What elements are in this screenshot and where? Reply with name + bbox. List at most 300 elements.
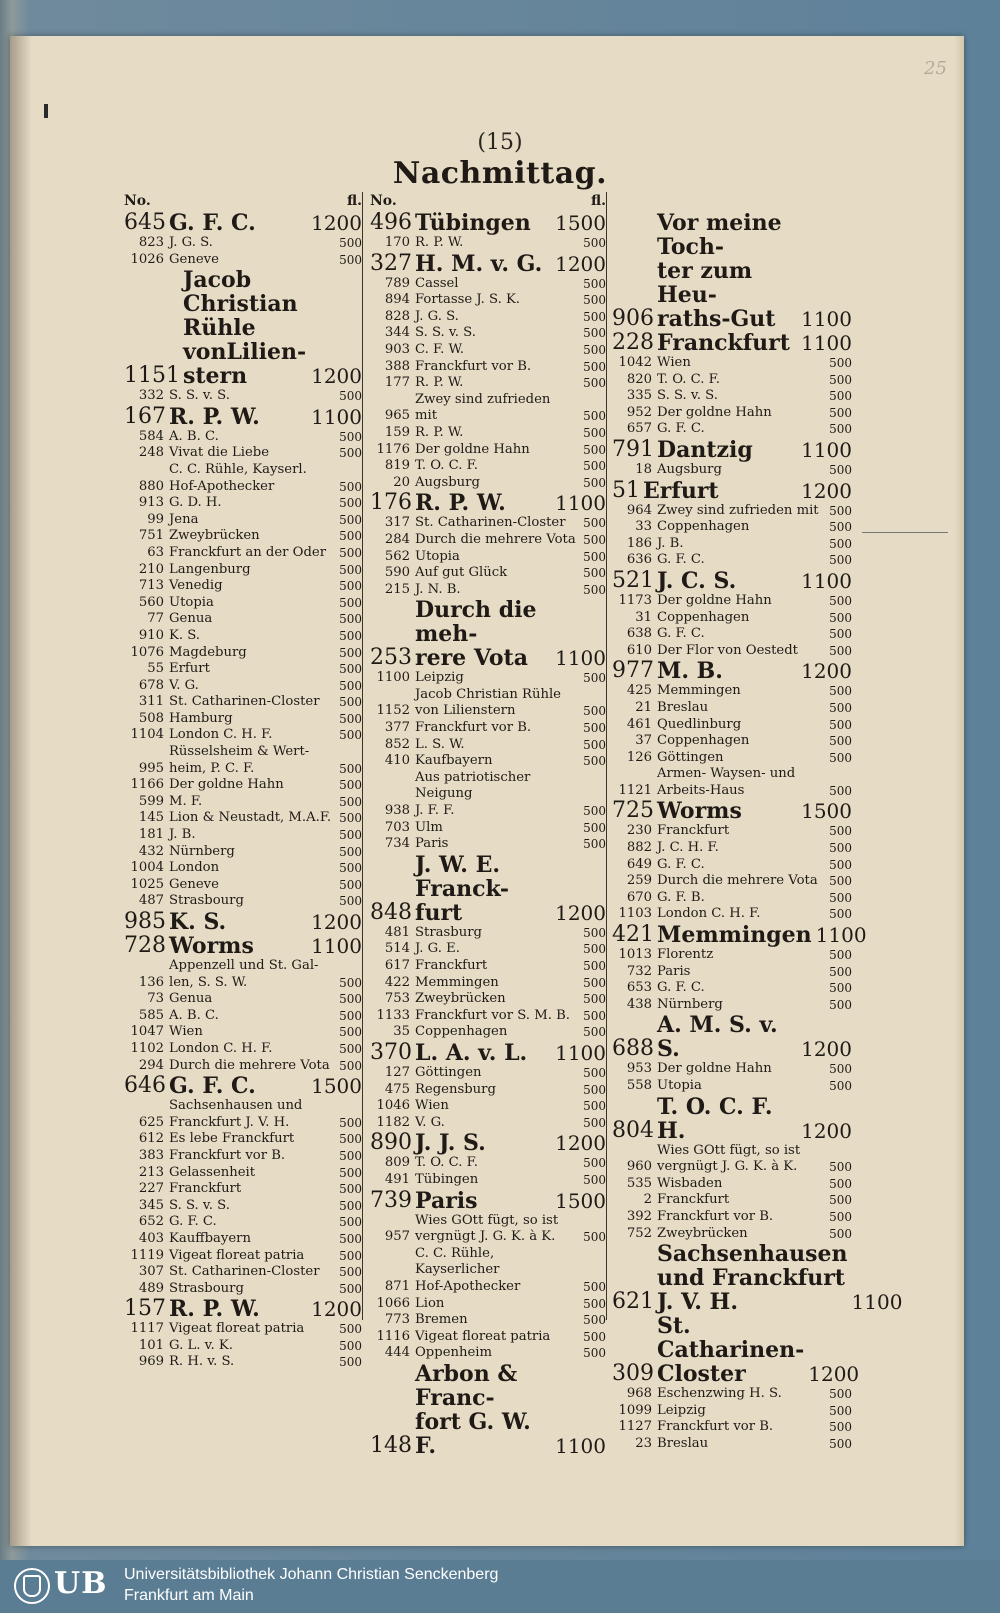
ticket-number: 1116 bbox=[376, 1328, 410, 1344]
ticket-number: 148 bbox=[370, 1432, 412, 1458]
ticket-number: 906 bbox=[612, 306, 654, 331]
ticket-number: 248 bbox=[138, 445, 164, 461]
prize-amount: 500 bbox=[339, 612, 362, 627]
entry-motto: Wies GOtt fügt, so ist vergnügt J. G. K. à K. bbox=[657, 1142, 801, 1175]
entry-motto: C. F. W. bbox=[415, 341, 464, 357]
ticket-number: 1117 bbox=[130, 1321, 164, 1337]
column-header bbox=[370, 192, 606, 211]
prize-amount: 500 bbox=[339, 861, 362, 876]
prize-entry bbox=[370, 1115, 606, 1132]
ticket-number: 653 bbox=[626, 980, 652, 996]
entry-motto: Venedig bbox=[169, 578, 223, 594]
prize-entry bbox=[612, 405, 852, 422]
ticket-number: 481 bbox=[384, 924, 410, 940]
ticket-number: 688 bbox=[612, 1036, 654, 1062]
entry-motto: Memmingen bbox=[657, 683, 741, 699]
ticket-number: 871 bbox=[384, 1278, 410, 1294]
prize-amount: 1100 bbox=[555, 646, 606, 671]
prize-entry bbox=[612, 750, 852, 767]
prize-amount: 500 bbox=[583, 820, 606, 835]
ticket-number: 215 bbox=[384, 581, 410, 597]
ticket-number: 751 bbox=[138, 528, 164, 544]
prize-entry-major bbox=[370, 1362, 606, 1458]
entry-motto: Strasbourg bbox=[169, 1280, 244, 1296]
ticket-number: 1099 bbox=[618, 1402, 652, 1418]
prize-amount: 500 bbox=[583, 326, 606, 341]
lottery-column-3 bbox=[612, 192, 903, 1453]
entry-motto: Wien bbox=[657, 355, 691, 370]
entry-motto: Genua bbox=[169, 611, 213, 627]
prize-amount: 500 bbox=[339, 595, 362, 610]
ticket-number: 388 bbox=[384, 358, 410, 374]
prize-amount: 500 bbox=[339, 794, 362, 809]
prize-entry bbox=[124, 1098, 362, 1131]
ticket-number: 317 bbox=[384, 515, 410, 531]
prize-amount: 500 bbox=[583, 1008, 606, 1023]
prize-entry bbox=[612, 536, 852, 553]
prize-amount: 1100 bbox=[555, 1433, 606, 1458]
prize-amount: 500 bbox=[339, 1165, 362, 1180]
prize-entry bbox=[370, 687, 606, 720]
ticket-number: 253 bbox=[370, 645, 412, 671]
prize-entry bbox=[370, 515, 606, 532]
prize-entry bbox=[124, 1008, 362, 1025]
ticket-number: 1176 bbox=[376, 441, 410, 457]
prize-entry bbox=[370, 925, 606, 942]
entry-motto: Durch die mehrere Vota bbox=[415, 531, 576, 547]
library-location: Frankfurt am Main bbox=[124, 1587, 254, 1604]
entry-motto: Memmingen bbox=[415, 974, 499, 990]
ticket-number: 101 bbox=[138, 1337, 164, 1353]
prize-entry bbox=[370, 1082, 606, 1099]
entry-motto: C. C. Rühle, Kayserl. Hof-Apothecker bbox=[169, 461, 307, 494]
entry-motto: Der Flor von Oestedt bbox=[657, 642, 798, 658]
prize-entry bbox=[370, 532, 606, 549]
page-edge bbox=[954, 36, 964, 1546]
ticket-number: 1127 bbox=[618, 1419, 652, 1435]
entry-motto: V. G. bbox=[169, 677, 199, 693]
ticket-number: 181 bbox=[138, 827, 164, 843]
prize-entry bbox=[124, 678, 362, 695]
ticket-number: 383 bbox=[138, 1147, 164, 1163]
entry-motto: R. P. W. bbox=[169, 1296, 260, 1323]
prize-amount: 500 bbox=[583, 532, 606, 547]
entry-motto: Es lebe Franckfurt bbox=[169, 1131, 295, 1147]
prize-entry bbox=[370, 375, 606, 392]
prize-amount: 500 bbox=[829, 1436, 852, 1451]
prize-entry-major bbox=[124, 910, 362, 934]
prize-amount: 500 bbox=[339, 1115, 362, 1130]
entry-motto: Strasburg bbox=[415, 924, 482, 940]
entry-motto: Franckfurt an der Oder bbox=[169, 544, 327, 560]
prize-entry bbox=[612, 1078, 852, 1095]
entry-motto: Worms bbox=[657, 798, 742, 825]
prize-amount: 500 bbox=[829, 841, 852, 856]
entry-motto: Franckfurt bbox=[657, 823, 730, 839]
entry-motto: Gelassenheit bbox=[169, 1164, 256, 1180]
prize-amount: 500 bbox=[583, 1296, 606, 1311]
prize-amount: 1100 bbox=[801, 568, 852, 593]
prize-amount: 500 bbox=[583, 276, 606, 291]
prize-entry-major bbox=[370, 1189, 606, 1213]
ticket-number: 491 bbox=[384, 1171, 410, 1187]
ticket-number: 678 bbox=[138, 677, 164, 693]
prize-entry-major bbox=[124, 934, 362, 958]
entry-motto: Augsburg bbox=[415, 474, 480, 490]
lottery-column-1 bbox=[124, 192, 362, 1371]
prize-amount: 500 bbox=[339, 645, 362, 660]
ticket-number: 421 bbox=[612, 922, 654, 948]
prize-amount: 1200 bbox=[801, 1037, 852, 1062]
entry-motto: Franckfurt bbox=[657, 330, 790, 356]
ticket-number: 985 bbox=[124, 909, 166, 934]
entry-motto: Bremen bbox=[415, 1312, 468, 1328]
prize-amount: 500 bbox=[829, 372, 852, 387]
ticket-number: 99 bbox=[147, 511, 164, 527]
prize-entry-major bbox=[612, 659, 852, 683]
prize-entry bbox=[124, 595, 362, 612]
prize-amount: 500 bbox=[339, 1025, 362, 1040]
prize-entry bbox=[370, 458, 606, 475]
prize-entry bbox=[124, 1058, 362, 1075]
prize-entry bbox=[124, 694, 362, 711]
ticket-number: 63 bbox=[147, 544, 164, 560]
prize-amount: 500 bbox=[829, 389, 852, 404]
ticket-number: 852 bbox=[384, 736, 410, 752]
ticket-number: 969 bbox=[138, 1354, 164, 1370]
ticket-number: 489 bbox=[138, 1280, 164, 1296]
prize-amount: 500 bbox=[339, 429, 362, 444]
prize-entry bbox=[124, 1248, 362, 1265]
ticket-number: 23 bbox=[635, 1435, 652, 1451]
prize-amount: 500 bbox=[829, 1209, 852, 1224]
entry-motto: Vigeat floreat patria bbox=[169, 1247, 305, 1263]
entry-motto: Florentz bbox=[657, 947, 714, 963]
ticket-number: 126 bbox=[626, 749, 652, 765]
prize-amount: 500 bbox=[583, 293, 606, 308]
ticket-number: 657 bbox=[626, 421, 652, 437]
prize-amount: 1200 bbox=[555, 251, 606, 276]
prize-amount: 500 bbox=[583, 236, 606, 250]
entry-motto: V. G. bbox=[415, 1114, 445, 1130]
ticket-number: 791 bbox=[612, 436, 654, 462]
entry-motto: Dantzig bbox=[657, 436, 753, 463]
ticket-number: 51 bbox=[612, 477, 640, 503]
prize-entry bbox=[612, 700, 852, 717]
entry-motto: Paris bbox=[415, 836, 449, 852]
ticket-number: 1182 bbox=[376, 1114, 410, 1130]
ticket-number: 953 bbox=[626, 1061, 652, 1077]
ticket-number: 55 bbox=[147, 661, 164, 677]
prize-amount: 500 bbox=[339, 1148, 362, 1163]
entry-motto: R. P. W. bbox=[415, 375, 464, 391]
entry-motto: G. F. B. bbox=[657, 889, 705, 905]
prize-entry-major bbox=[370, 211, 606, 235]
prize-entry bbox=[370, 720, 606, 737]
entry-motto: Paris bbox=[415, 1187, 478, 1214]
entry-motto: G. F. C. bbox=[657, 421, 705, 437]
ticket-number: 1046 bbox=[376, 1098, 410, 1114]
prize-amount: 500 bbox=[829, 890, 852, 905]
entry-motto: Auf gut Glück bbox=[415, 565, 508, 581]
ticket-number: 422 bbox=[384, 974, 410, 990]
entry-motto: J. N. B. bbox=[415, 581, 461, 597]
prize-entry bbox=[612, 626, 852, 643]
ticket-number: 307 bbox=[138, 1264, 164, 1280]
entry-motto: Coppenhagen bbox=[657, 519, 750, 535]
ticket-number: 890 bbox=[370, 1130, 412, 1156]
ticket-number: 438 bbox=[626, 996, 652, 1012]
prize-amount: 500 bbox=[339, 479, 362, 494]
prize-amount: 500 bbox=[583, 1115, 606, 1130]
entry-motto: Langenburg bbox=[169, 561, 251, 577]
entry-motto: Franckfurt bbox=[169, 1181, 242, 1197]
entry-motto: Erfurt bbox=[643, 477, 719, 504]
ticket-number: 789 bbox=[384, 275, 410, 291]
prize-entry bbox=[370, 1246, 606, 1296]
entry-motto: R. H. v. S. bbox=[169, 1354, 235, 1370]
ticket-number: 228 bbox=[612, 330, 654, 355]
prize-amount: 1200 bbox=[555, 1131, 606, 1156]
prize-amount: 500 bbox=[339, 389, 362, 404]
prize-amount: 500 bbox=[829, 536, 852, 551]
ticket-number: 1025 bbox=[130, 876, 164, 892]
prize-entry bbox=[612, 1192, 852, 1209]
entry-motto: Durch die mehrere Vota bbox=[169, 1057, 330, 1073]
ticket-number: 713 bbox=[138, 578, 164, 594]
prize-amount: 500 bbox=[829, 503, 852, 518]
entry-motto: Der goldne Hahn bbox=[415, 441, 530, 457]
prize-entry-major bbox=[612, 479, 852, 503]
entry-motto: G. F. C. bbox=[657, 856, 705, 872]
entry-motto: J. B. bbox=[657, 535, 684, 551]
prize-entry bbox=[612, 1061, 852, 1078]
prize-amount: 500 bbox=[829, 1062, 852, 1077]
entry-motto: T. O. C. F. H. bbox=[657, 1093, 773, 1144]
prize-entry-major bbox=[370, 598, 606, 670]
ticket-number: 335 bbox=[626, 388, 652, 404]
prize-amount: 500 bbox=[583, 992, 606, 1007]
entry-motto: Der goldne Hahn bbox=[657, 1061, 772, 1077]
prize-amount: 1200 bbox=[801, 478, 852, 503]
ticket-number: 2 bbox=[643, 1192, 652, 1208]
ticket-number: 995 bbox=[138, 760, 164, 776]
prize-amount: 500 bbox=[583, 516, 606, 531]
prize-entry bbox=[124, 1338, 362, 1355]
ticket-number: 186 bbox=[626, 535, 652, 551]
ticket-number: 638 bbox=[626, 626, 652, 642]
prize-amount: 500 bbox=[339, 894, 362, 909]
entry-motto: A. M. S. v. S. bbox=[657, 1012, 778, 1063]
entry-motto: J. G. S. bbox=[169, 235, 213, 250]
entry-motto: T. O. C. F. bbox=[657, 371, 720, 387]
header-florin-label: fl. bbox=[346, 193, 362, 209]
prize-amount: 500 bbox=[583, 342, 606, 357]
ticket-number: 560 bbox=[138, 594, 164, 610]
prize-entry-major bbox=[612, 1241, 903, 1316]
ticket-number: 938 bbox=[384, 803, 410, 819]
entry-motto: St. Catharinen- Closter bbox=[657, 1313, 805, 1388]
ticket-number: 521 bbox=[612, 567, 654, 593]
entry-motto: A. B. C. bbox=[169, 1007, 219, 1023]
column-header bbox=[124, 192, 362, 211]
prize-amount: 500 bbox=[339, 711, 362, 726]
ticket-number: 170 bbox=[384, 235, 410, 250]
ticket-number: 487 bbox=[138, 893, 164, 909]
prize-entry bbox=[124, 545, 362, 562]
prize-entry bbox=[612, 643, 852, 660]
entry-motto: Der goldne Hahn bbox=[657, 592, 772, 608]
entry-motto: S. S. v. S. bbox=[415, 325, 476, 341]
ticket-number: 294 bbox=[138, 1057, 164, 1073]
ticket-number: 167 bbox=[124, 403, 166, 429]
ticket-number: 728 bbox=[124, 933, 166, 958]
ticket-number: 127 bbox=[384, 1064, 410, 1080]
entry-motto: J. B. bbox=[169, 827, 196, 843]
prize-entry-major bbox=[612, 1095, 852, 1143]
ticket-number: 1004 bbox=[130, 860, 164, 876]
ticket-number: 848 bbox=[370, 899, 412, 925]
prize-entry bbox=[370, 1296, 606, 1313]
entry-motto: Durch die mehrere Vota bbox=[657, 873, 818, 889]
ticket-number: 1076 bbox=[130, 644, 164, 660]
entry-motto: Erfurt bbox=[169, 661, 210, 677]
prize-entry-major bbox=[612, 569, 852, 593]
ticket-number: 894 bbox=[384, 292, 410, 308]
ticket-number: 345 bbox=[138, 1197, 164, 1213]
prize-entry-major bbox=[370, 491, 606, 515]
prize-entry bbox=[370, 753, 606, 770]
prize-entry bbox=[612, 421, 852, 438]
prize-entry bbox=[612, 1143, 852, 1176]
prize-entry bbox=[370, 276, 606, 293]
entry-motto: Sachsenhausen und Franckfurt J. V. H. bbox=[169, 1098, 303, 1130]
entry-motto: Coppenhagen bbox=[415, 1024, 508, 1040]
prize-amount: 1200 bbox=[311, 364, 362, 389]
prize-entry bbox=[124, 1321, 362, 1338]
ticket-number: 1047 bbox=[130, 1024, 164, 1040]
ticket-number: 1151 bbox=[124, 363, 180, 389]
library-footer-bar bbox=[0, 1560, 1000, 1613]
entry-motto: Franckfurt bbox=[657, 1192, 730, 1208]
prize-amount: 500 bbox=[583, 1172, 606, 1187]
prize-amount: 500 bbox=[583, 566, 606, 581]
ticket-number: 176 bbox=[370, 490, 412, 516]
prize-entry bbox=[124, 744, 362, 777]
ticket-number: 210 bbox=[138, 561, 164, 577]
header-number-label: No. bbox=[370, 193, 397, 209]
entry-motto: G. F. C. bbox=[657, 552, 705, 568]
entry-motto: S. S. v. S. bbox=[169, 1197, 230, 1213]
entry-motto: Vigeat floreat patria bbox=[169, 1321, 305, 1337]
prize-amount: 500 bbox=[583, 704, 606, 719]
entry-motto: St. Catharinen-Closter bbox=[169, 1264, 320, 1280]
prize-entry-major bbox=[370, 853, 606, 925]
ticket-number: 913 bbox=[138, 495, 164, 511]
prize-amount: 500 bbox=[829, 520, 852, 535]
entry-motto: R. P. W. bbox=[169, 403, 260, 430]
ticket-number: 965 bbox=[384, 408, 410, 424]
entry-motto: Zweybrücken bbox=[169, 528, 260, 544]
prize-amount: 500 bbox=[339, 695, 362, 710]
prize-entry bbox=[612, 857, 852, 874]
prize-amount: 500 bbox=[583, 409, 606, 424]
entry-motto: St. Catharinen-Closter bbox=[169, 694, 320, 710]
prize-amount: 500 bbox=[339, 728, 362, 743]
ticket-number: 809 bbox=[384, 1155, 410, 1171]
prize-entry bbox=[124, 711, 362, 728]
prize-amount: 500 bbox=[829, 1160, 852, 1175]
entry-motto: Vivat die Liebe bbox=[169, 445, 269, 461]
ticket-number: 145 bbox=[138, 810, 164, 826]
prize-amount: 1200 bbox=[311, 211, 362, 235]
library-logo[interactable] bbox=[14, 1566, 114, 1606]
entry-motto: Magdeburg bbox=[169, 644, 247, 660]
prize-entry bbox=[370, 392, 606, 425]
entry-motto: Geneve bbox=[169, 876, 219, 892]
prize-entry bbox=[124, 860, 362, 877]
entry-motto: London C. H. F. bbox=[657, 906, 761, 922]
prize-entry bbox=[124, 661, 362, 678]
entry-motto: Wies GOtt fügt, so ist vergnügt J. G. K. à K. bbox=[415, 1212, 559, 1245]
prize-entry bbox=[612, 997, 852, 1014]
prize-entry-major bbox=[124, 1297, 362, 1321]
prize-amount: 500 bbox=[339, 811, 362, 826]
entry-motto: H. M. v. G. bbox=[415, 250, 543, 277]
prize-amount: 500 bbox=[829, 356, 852, 370]
ticket-number: 646 bbox=[124, 1073, 166, 1099]
ticket-number: 508 bbox=[138, 710, 164, 726]
prize-amount: 1100 bbox=[801, 307, 852, 331]
prize-entry bbox=[612, 355, 852, 372]
prize-amount: 500 bbox=[829, 981, 852, 996]
prize-entry bbox=[124, 877, 362, 894]
prize-amount: 500 bbox=[829, 700, 852, 715]
entry-motto: Vigeat floreat patria bbox=[415, 1328, 551, 1344]
ticket-number: 585 bbox=[138, 1007, 164, 1023]
prize-amount: 500 bbox=[829, 405, 852, 420]
margin-rule bbox=[862, 532, 948, 533]
entry-motto: Zwey sind zufrieden mit bbox=[415, 391, 551, 424]
ticket-number: 33 bbox=[635, 519, 652, 535]
ticket-number: 213 bbox=[138, 1164, 164, 1180]
prize-entry bbox=[370, 975, 606, 992]
prize-amount: 1200 bbox=[311, 1297, 362, 1322]
page-gutter-shadow bbox=[10, 36, 32, 1546]
entry-motto: Kauffbayern bbox=[169, 1230, 251, 1246]
prize-amount: 500 bbox=[583, 804, 606, 819]
prize-amount: 1100 bbox=[801, 437, 852, 462]
entry-motto: London C. H. F. bbox=[169, 727, 273, 743]
entry-motto: Zwey sind zufrieden mit bbox=[657, 502, 819, 518]
prize-entry bbox=[124, 578, 362, 595]
entry-motto: Göttingen bbox=[415, 1064, 482, 1080]
prize-entry bbox=[124, 562, 362, 579]
prize-entry bbox=[124, 462, 362, 495]
prize-amount: 500 bbox=[583, 1346, 606, 1361]
prize-entry bbox=[612, 823, 852, 840]
entry-motto: Der goldne Hahn bbox=[657, 404, 772, 420]
ticket-number: 703 bbox=[384, 819, 410, 835]
prize-amount: 500 bbox=[339, 529, 362, 544]
ticket-number: 332 bbox=[138, 388, 164, 404]
prize-entry bbox=[370, 1098, 606, 1115]
ticket-number: 828 bbox=[384, 308, 410, 324]
prize-entry bbox=[612, 840, 852, 857]
prize-entry bbox=[124, 1165, 362, 1182]
ticket-number: 1166 bbox=[130, 777, 164, 793]
prize-amount: 1500 bbox=[555, 1188, 606, 1213]
